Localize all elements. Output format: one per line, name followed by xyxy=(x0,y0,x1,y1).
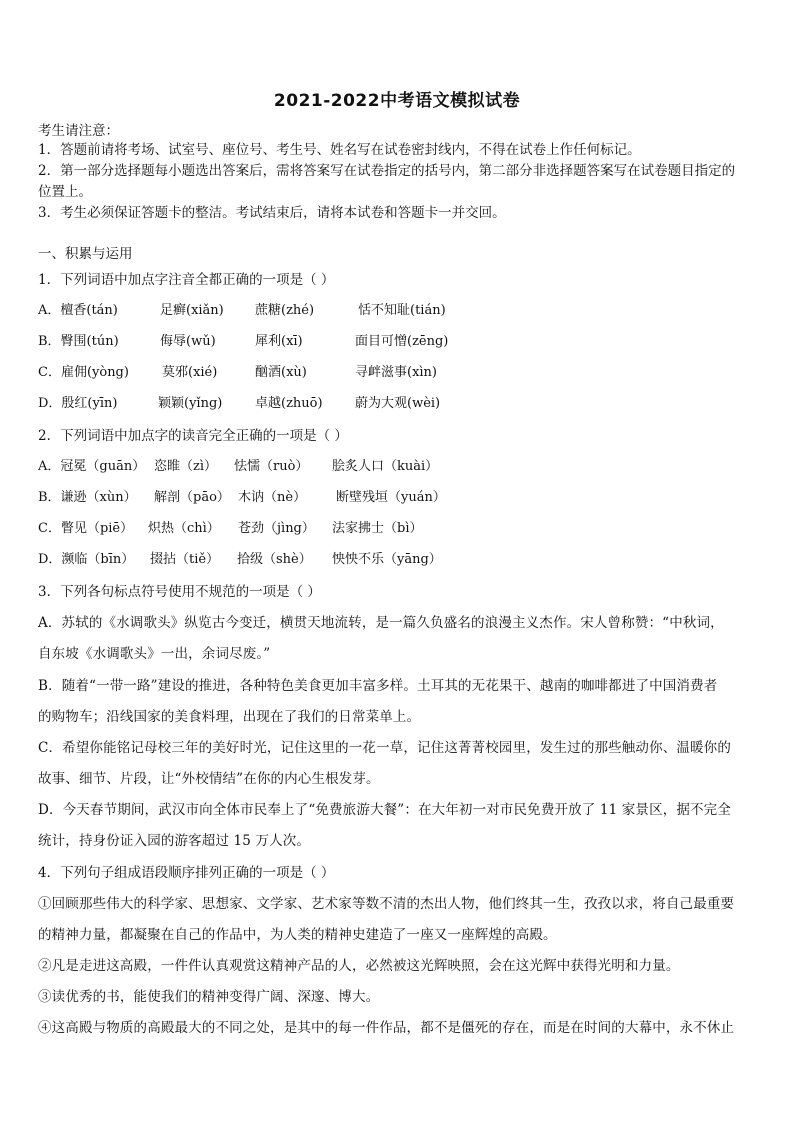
q3-option-c: C．希望你能铭记母校三年的美好时光，记住这里的一花一草，记住这菁菁校园里，发生过的那些触动你、温暖你的 xyxy=(38,740,731,756)
q2-option-d-word: 拾级（shè） xyxy=(237,552,312,567)
q2-option-b-word: 断壁残垣（yuán） xyxy=(336,490,446,505)
q3-option-c-cont: 故事、细节、片段，让“外校情结”在你的内心生根发芽。 xyxy=(38,771,380,787)
q3-option-d: D．今天春节期间，武汉市向全体市民奉上了“免费旅游大餐”：在大年初一对市民免费开放了 11 家景区，据不完全 xyxy=(38,802,731,818)
q1-option-c-word: 酗酒(xù) xyxy=(255,365,307,380)
q1-option-b: B．臀围(tún) xyxy=(38,334,119,349)
q3-option-b: B．随着“一带一路”建设的推进，各种特色美食更加丰富多样。土耳其的无花果干、越南的咖啡都进了中国消费者 xyxy=(38,678,718,694)
q1-option-b-word: 面目可憎(zēng) xyxy=(355,334,449,349)
q2-option-b-word: 木讷（nè） xyxy=(238,490,307,505)
page-title: 2021-2022中考语文模拟试卷 xyxy=(273,91,521,111)
q2-option-c-word: 苍劲（jìng） xyxy=(238,521,315,536)
notice-item: 1．答题前请将考场、试室号、座位号、考生号、姓名写在试卷密封线内，不得在试卷上作任何标记。 xyxy=(38,142,641,158)
q1-option-a-word: 恬不知耻(tián) xyxy=(358,303,446,318)
q2-option-c: C．瞥见（piē） xyxy=(38,521,134,536)
q2-option-a-word: 恣睢（zì） xyxy=(154,459,218,474)
q1-option-a: A．檀香(tán) xyxy=(38,303,118,318)
q2-option-d-word: 怏怏不乐（yāng） xyxy=(332,552,442,567)
q1-option-d-word: 蔚为大观(wèi) xyxy=(355,396,441,411)
notice-heading: 考生请注意： xyxy=(38,123,119,139)
q4-sentence-4: ④这高殿与物质的高殿最大的不同之处，是其中的每一件作品，都不是僵死的存在，而是在时间的大幕中，永不休止 xyxy=(38,1020,735,1036)
q1-option-a-word: 足癣(xiǎn) xyxy=(160,303,224,318)
q2-option-b-word: 解剖（pāo） xyxy=(154,490,230,505)
q2-option-b: B．谦逊（xùn） xyxy=(38,490,137,505)
q1-option-a-word: 蔗糖(zhé) xyxy=(255,303,315,318)
q1-option-d: D．殷红(yīn) xyxy=(38,396,118,411)
q2-option-c-word: 法家拂士（bì） xyxy=(332,521,423,536)
q3-option-a: A．苏轼的《水调歌头》纵览古今变迁，横贯天地流转，是一篇久负盛名的浪漫主义杰作。宋人曾称赞：“中秋词， xyxy=(38,615,724,631)
question-1-stem: 1．下列词语中加点字注音全都正确的一项是（ ） xyxy=(38,272,335,288)
notice-item: 3．考生必须保证答题卡的整洁。考试结束后，请将本试卷和答题卡一并交回。 xyxy=(38,205,506,221)
q2-option-a-word: 怯懦（ruò） xyxy=(234,459,309,474)
question-4-stem: 4．下列句子组成语段顺序排列正确的一项是（ ） xyxy=(38,865,335,881)
q1-option-c: C．雇佣(yòng) xyxy=(38,365,129,380)
q3-option-a-cont: 自东坡《水调歌头》一出，余词尽废。” xyxy=(38,646,271,662)
q1-option-d-word: 颖颖(yǐng) xyxy=(158,396,223,411)
notice-item: 2．第一部分选择题每小题选出答案后，需将答案写在试卷指定的括号内，第二部分非选择题答案写在试卷题目指定的 xyxy=(38,163,736,179)
q4-sentence-2: ②凡是走进这高殿，一件件认真观赏这精神产品的人，必然被这光辉映照，会在这光辉中获得光明和力量。 xyxy=(38,958,680,974)
q2-option-a-word: 脍炙人口（kuài） xyxy=(332,459,439,474)
section-heading: 一、积累与运用 xyxy=(38,246,133,262)
q2-option-c-word: 炽热（chì） xyxy=(148,521,220,536)
q3-option-b-cont: 的购物车；沿线国家的美食料理，出现在了我们的日常菜单上。 xyxy=(38,709,421,725)
question-2-stem: 2．下列词语中加点字的读音完全正确的一项是（ ） xyxy=(38,428,348,444)
q2-option-d-word: 掇拈（tiě） xyxy=(150,552,220,567)
q2-option-d: D．濒临（bīn） xyxy=(38,552,135,567)
question-3-stem: 3．下列各句标点符号使用不规范的一项是（ ） xyxy=(38,584,321,600)
notice-item: 位置上。 xyxy=(38,184,92,200)
q1-option-b-word: 犀利(xī) xyxy=(255,334,303,349)
q1-option-c-word: 寻衅滋事(xìn) xyxy=(355,365,438,380)
q2-option-a: A．冠冕（guān） xyxy=(38,459,146,474)
q4-sentence-1: ①回顾那些伟大的科学家、思想家、文学家、艺术家等数不清的杰出人物，他们终其一生，孜孜以求，将自己最重要 xyxy=(38,896,735,912)
q3-option-d-cont: 统计，持身份证入园的游客超过 15 万人次。 xyxy=(38,833,311,849)
q1-option-d-word: 卓越(zhuō) xyxy=(255,396,323,411)
q4-sentence-1-cont: 的精神力量，都凝聚在自己的作品中，为人类的精神史建造了一座又一座辉煌的高殿。 xyxy=(38,927,557,943)
q1-option-c-word: 莫邪(xié) xyxy=(162,365,218,380)
q1-option-b-word: 侮辱(wǔ) xyxy=(160,334,216,349)
q4-sentence-3: ③读优秀的书，能使我们的精神变得广阔、深邃、博大。 xyxy=(38,989,380,1005)
